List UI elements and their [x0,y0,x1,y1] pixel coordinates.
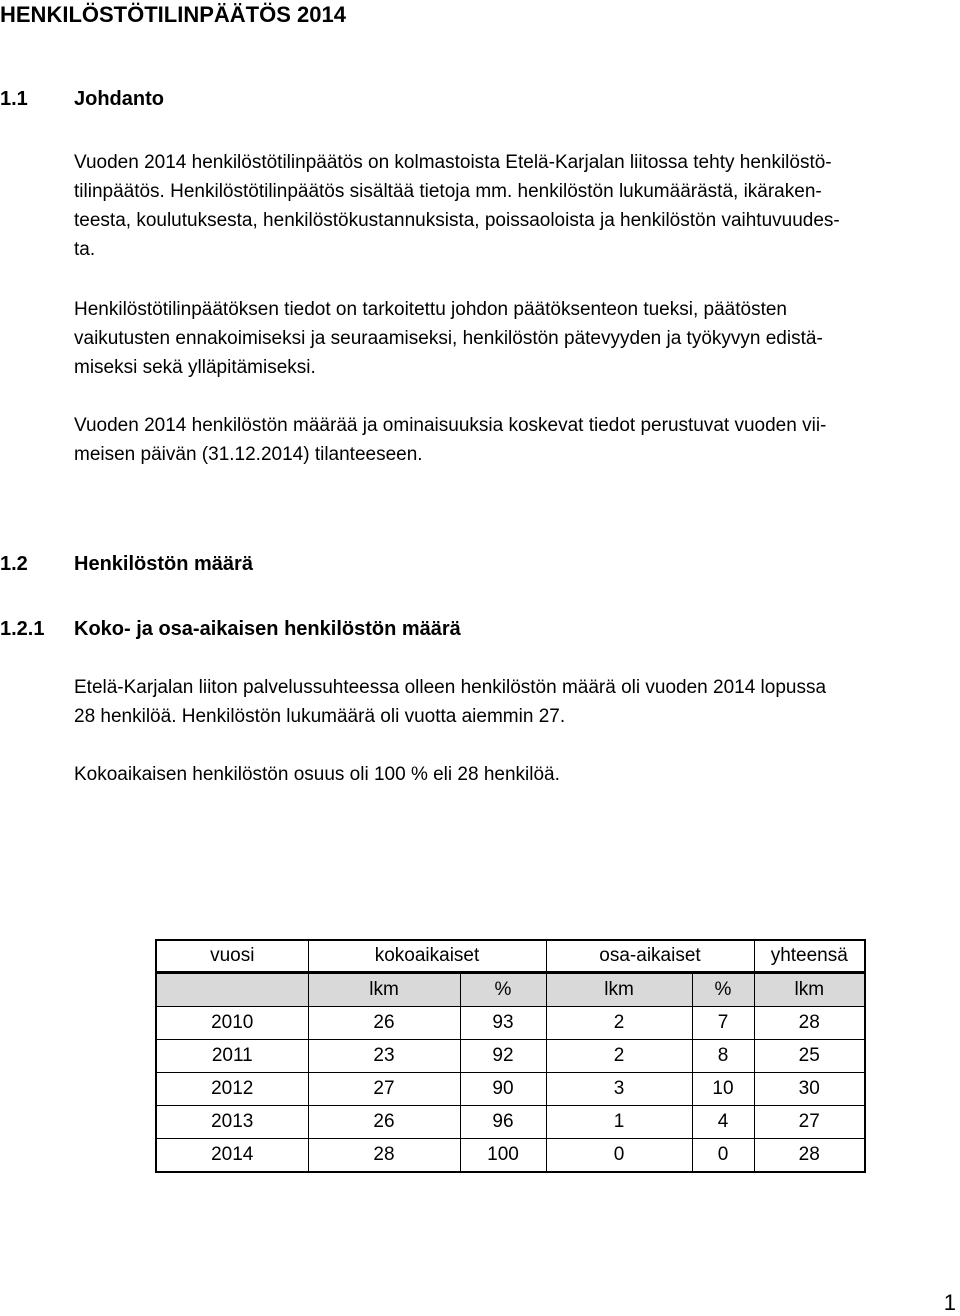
reference-date-paragraph [74,411,958,469]
document-title: HENKILÖSTÖTILINPÄÄTÖS 2014 [0,2,346,27]
paragraph-line: meisen päivän (31.12.2014) tilanteeseen. [74,444,423,465]
fulltime-share-paragraph [74,760,958,789]
cell-parttime-count: 1 [546,1106,692,1139]
cell-fulltime-pct: 92 [460,1040,546,1073]
cell-fulltime-count: 27 [308,1073,460,1106]
cell-parttime-count: 0 [546,1139,692,1173]
subheader-cell-fulltime-pct: % [460,973,546,1007]
subheader-cell-parttime-pct: % [692,973,754,1007]
cell-parttime-pct: 10 [692,1073,754,1106]
section-title: Johdanto [74,88,164,110]
header-cell-year: vuosi [156,940,308,973]
table-subheader-row [156,973,865,1007]
paragraph-line: Etelä-Karjalan liiton palvelussuhteessa olleen henkilöstön määrä oli vuoden 2014 lopussa [74,677,827,698]
cell-year: 2014 [156,1139,308,1173]
cell-parttime-count: 2 [546,1040,692,1073]
intro-paragraph [74,148,958,264]
header-cell-total: yhteensä [754,940,865,973]
cell-total: 28 [754,1007,865,1040]
staff-count-table [155,939,866,1173]
header-cell-parttime: osa-aikaiset [546,940,754,973]
paragraph-line: Kokoaikaisen henkilöstön osuus oli 100 % eli 28 henkilöä. [74,764,560,785]
cell-fulltime-pct: 96 [460,1106,546,1139]
cell-fulltime-count: 23 [308,1040,460,1073]
cell-fulltime-pct: 93 [460,1007,546,1040]
paragraph-line: vaikutusten ennakoimiseksi ja seuraamiseksi, henkilöstön pätevyyden ja työkyvyn edistä- [74,328,823,349]
paragraph-line: tilinpäätös. Henkilöstötilinpäätös sisältää tietoja mm. henkilöstön lukumäärästä, ikäraken- [74,181,822,202]
cell-parttime-pct: 4 [692,1106,754,1139]
subheader-cell-fulltime-count: lkm [308,973,460,1007]
table-row [156,1139,865,1173]
cell-parttime-pct: 8 [692,1040,754,1073]
paragraph-line: teesta, koulutuksesta, henkilöstökustannuksista, poissaoloista ja henkilöstön vaihtuvuudes- [74,210,840,231]
table-row [156,1073,865,1106]
paragraph-line: Vuoden 2014 henkilöstötilinpäätös on kolmastoista Etelä-Karjalan liitossa tehty henkilöstö- [74,152,832,173]
paragraph-line: ta. [74,239,96,260]
cell-fulltime-count: 28 [308,1139,460,1173]
section-heading-johdanto [0,88,164,111]
cell-total: 27 [754,1106,865,1139]
section-number: 1.1 [0,88,28,110]
page-number: 1 [943,1290,956,1315]
section-number: 1.2 [0,553,28,575]
paragraph-line: Vuoden 2014 henkilöstön määrää ja ominaisuuksia koskevat tiedot perustuvat vuoden vii- [74,415,827,436]
cell-fulltime-count: 26 [308,1106,460,1139]
table-header-row [156,940,865,973]
section-title: Henkilöstön määrä [74,553,253,575]
cell-total: 25 [754,1040,865,1073]
cell-year: 2011 [156,1040,308,1073]
subheader-cell-parttime-count: lkm [546,973,692,1007]
headcount-paragraph [74,673,958,731]
subheader-cell-empty [156,973,308,1007]
subsection-heading-koko-ja-osa-aikainen [0,618,461,641]
cell-year: 2013 [156,1106,308,1139]
cell-parttime-count: 3 [546,1073,692,1106]
cell-year: 2012 [156,1073,308,1106]
cell-fulltime-count: 26 [308,1007,460,1040]
section-title: Koko- ja osa-aikaisen henkilöstön määrä [74,618,461,640]
paragraph-line: miseksi sekä ylläpitämiseksi. [74,357,316,378]
table-row [156,1007,865,1040]
paragraph-line: Henkilöstötilinpäätöksen tiedot on tarkoitettu johdon päätöksenteon tueksi, päätösten [74,299,787,320]
cell-fulltime-pct: 90 [460,1073,546,1106]
paragraph-line: 28 henkilöä. Henkilöstön lukumäärä oli vuotta aiemmin 27. [74,706,566,727]
cell-parttime-pct: 7 [692,1007,754,1040]
subheader-cell-total-count: lkm [754,973,865,1007]
cell-total: 28 [754,1139,865,1173]
cell-fulltime-pct: 100 [460,1139,546,1173]
section-heading-henkiloston-maara [0,553,253,576]
table-row [156,1040,865,1073]
cell-year: 2010 [156,1007,308,1040]
cell-total: 30 [754,1073,865,1106]
section-number: 1.2.1 [0,618,45,640]
header-cell-fulltime: kokoaikaiset [308,940,546,973]
cell-parttime-pct: 0 [692,1139,754,1173]
purpose-paragraph [74,295,958,382]
cell-parttime-count: 2 [546,1007,692,1040]
table-row [156,1106,865,1139]
